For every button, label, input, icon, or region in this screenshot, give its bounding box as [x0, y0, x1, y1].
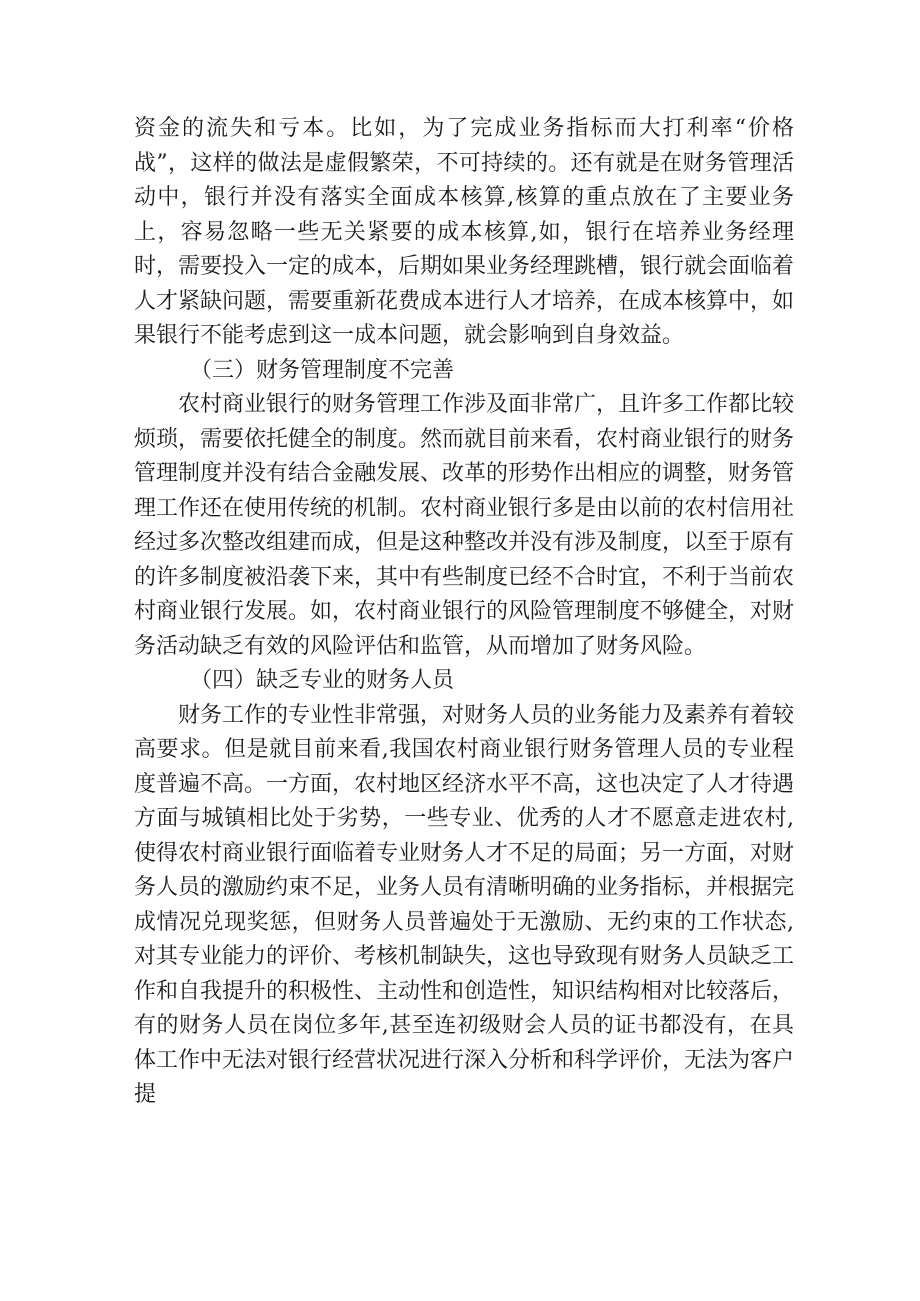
document-body [134, 112, 794, 1113]
body-paragraph-1: 资金的流失和亏本。比如，为了完成业务指标而大打利率“价格战”，这样的做法是虚假繁荣，不可持续的。还有就是在财务管理活动中，银行并没有落实全面成本核算,核算的重点放在了主要业务上，容易忽略一些无关紧要的成本核算,如，银行在培养业务经理时，需要投入一定的成本，后期如果业务经理跳槽，银行就会面临着人才紧缺问题，需要重新花费成本进行人才培养，在成本核算中，如果银行不能考虑到这一成本问题，就会影响到自身效益。 [134, 116, 795, 348]
body-paragraph-2: 农村商业银行的财务管理工作涉及面非常广，且许多工作都比较烦琐，需要依托健全的制度。然而就目前来看，农村商业银行的财务管理制度并没有结合金融发展、改革的形势作出相应的调整，财务管理工作还在使用传统的机制。农村商业银行多是由以前的农村信用社经过多次整改组建而成，但是这种整改并没有涉及制度，以至于原有的许多制度被沿袭下来，其中有些制度已经不合时宜，不利于当前农村商业银行发展。如，农村商业银行的风险管理制度不够健全，对财务活动缺乏有效的风险评估和监管，从而增加了财务风险。 [134, 392, 795, 659]
section-heading-4: （四）缺乏专业的财务人员 [190, 668, 455, 693]
section-heading-3: （三）财务管理制度不完善 [190, 357, 455, 383]
body-paragraph-3: 财务工作的专业性非常强，对财务人员的业务能力及素养有着较高要求。但是就目前来看,我国农村商业银行财务管理人员的专业程度普遍不高。一方面，农村地区经济水平不高，这也决定了人才待遇方面与城镇相比处于劣势，一些专业、优秀的人才不愿意走进农村,使得农村商业银行面临着专业财务人才不足的局面；另一方面，对财务人员的激励约束不足，业务人员有清晰明确的业务指标，并根据完成情况兑现奖惩，但财务人员普遍处于无激励、无约束的工作状态,对其专业能力的评价、考核机制缺失，这也导致现有财务人员缺乏工作和自我提升的积极性、主动性和创造性，知识结构相对比较落后，有的财务人员在岗位多年,甚至连初级财会人员的证书都没有，在具体工作中无法对银行经营状况进行深入分析和科学评价，无法为客户提 [134, 702, 795, 1107]
